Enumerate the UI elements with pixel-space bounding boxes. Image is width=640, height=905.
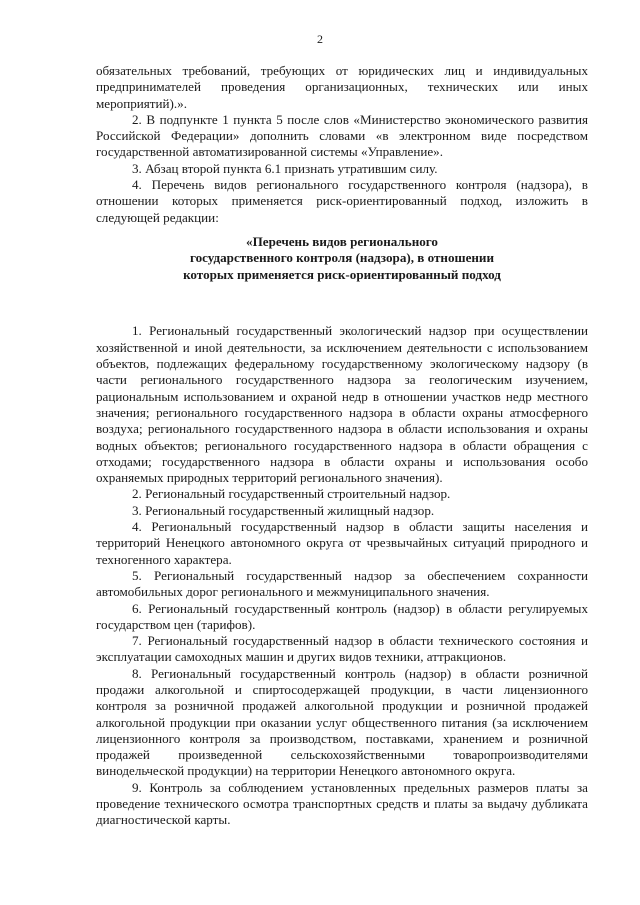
- list-item-2: 2. Региональный государственный строительный надзор.: [132, 486, 451, 502]
- list-item-9: 9. Контроль за соблюдением установленных предельных размеров платы за проведение технического осмотра транспортных средств и платы за выдачу дубликата диагностической карты.: [96, 779, 588, 828]
- document-body: [96, 63, 588, 829]
- paragraph-item-3: 3. Абзац второй пункта 6.1 признать утратившим силу.: [132, 160, 438, 176]
- list-item-7: 7. Региональный государственный надзор в области технического состояния и эксплуатации самоходных машин и других видов техники, аттракционов.: [96, 633, 588, 665]
- paragraph-item-4: 4. Перечень видов регионального государственного контроля (надзора), в отношении которых применяется риск-ориентированный подход, изложить в следующей редакции:: [96, 177, 588, 225]
- list-heading: [96, 234, 588, 284]
- heading-line-1: «Перечень видов регионального: [246, 233, 438, 249]
- paragraph-continuation: обязательных требований, требующих от юридических лиц и индивидуальных предпринимателей проведения организационных, технических или иных мероприятий).».: [96, 63, 588, 111]
- spacer: [96, 283, 588, 323]
- page-number: 2: [317, 32, 323, 46]
- list-item-8: 8. Региональный государственный контроль (надзор) в области розничной продажи алкогольной и спиртосодержащей продукции, в части лицензионного контроля за розничной продажей алкогольной продукции и розничной продажей алкогольной продукции при оказании услуг общественного питания (за исключением лицензионного контроля за производством, поставками, хранением и розничной продажей произведенной сельскохозяйственными товаропроизводителями винодельческой продукции) на территории Ненецкого автономного округа.: [96, 665, 588, 779]
- list-item-5: 5. Региональный государственный надзор за обеспечением сохранности автомобильных дорог регионального и межмуниципального значения.: [96, 567, 588, 600]
- list-item-6: 6. Региональный государственный контроль (надзор) в области регулируемых государством цен (тарифов).: [96, 600, 588, 632]
- list-item-3: 3. Региональный государственный жилищный надзор.: [132, 502, 435, 518]
- heading-line-3: которых применяется риск-ориентированный подход: [183, 266, 501, 282]
- list-item-4: 4. Региональный государственный надзор в области защиты населения и территорий Ненецкого автономного округа от чрезвычайных ситуаций природного и техногенного характера.: [96, 519, 588, 567]
- paragraph-item-2: 2. В подпункте 1 пункта 5 после слов «Министерство экономического развития Российской Федерации» дополнить словами «в электронном виде посредством государственной автоматизированной системы «Управление».: [96, 111, 588, 160]
- heading-line-2: государственного контроля (надзора), в отношении: [189, 250, 495, 266]
- list-item-1: 1. Региональный государственный экологический надзор при осуществлении хозяйственной и иной деятельности, за исключением деятельности с использованием объектов, подлежащих федеральному государственному экологическому надзору (в части регионального государственного надзора за геологическим изучением, рациональным использованием и охраной недр в отношении участков недр местного значения; регионального государственного надзора в области охраны атмосферного воздуха; регионального государственного надзора в области использования и охраны водных объектов; регионального государственного надзора в области обращения с отходами; государственного надзора в области охраны и использования особо охраняемых природных территорий регионального значения).: [96, 323, 588, 486]
